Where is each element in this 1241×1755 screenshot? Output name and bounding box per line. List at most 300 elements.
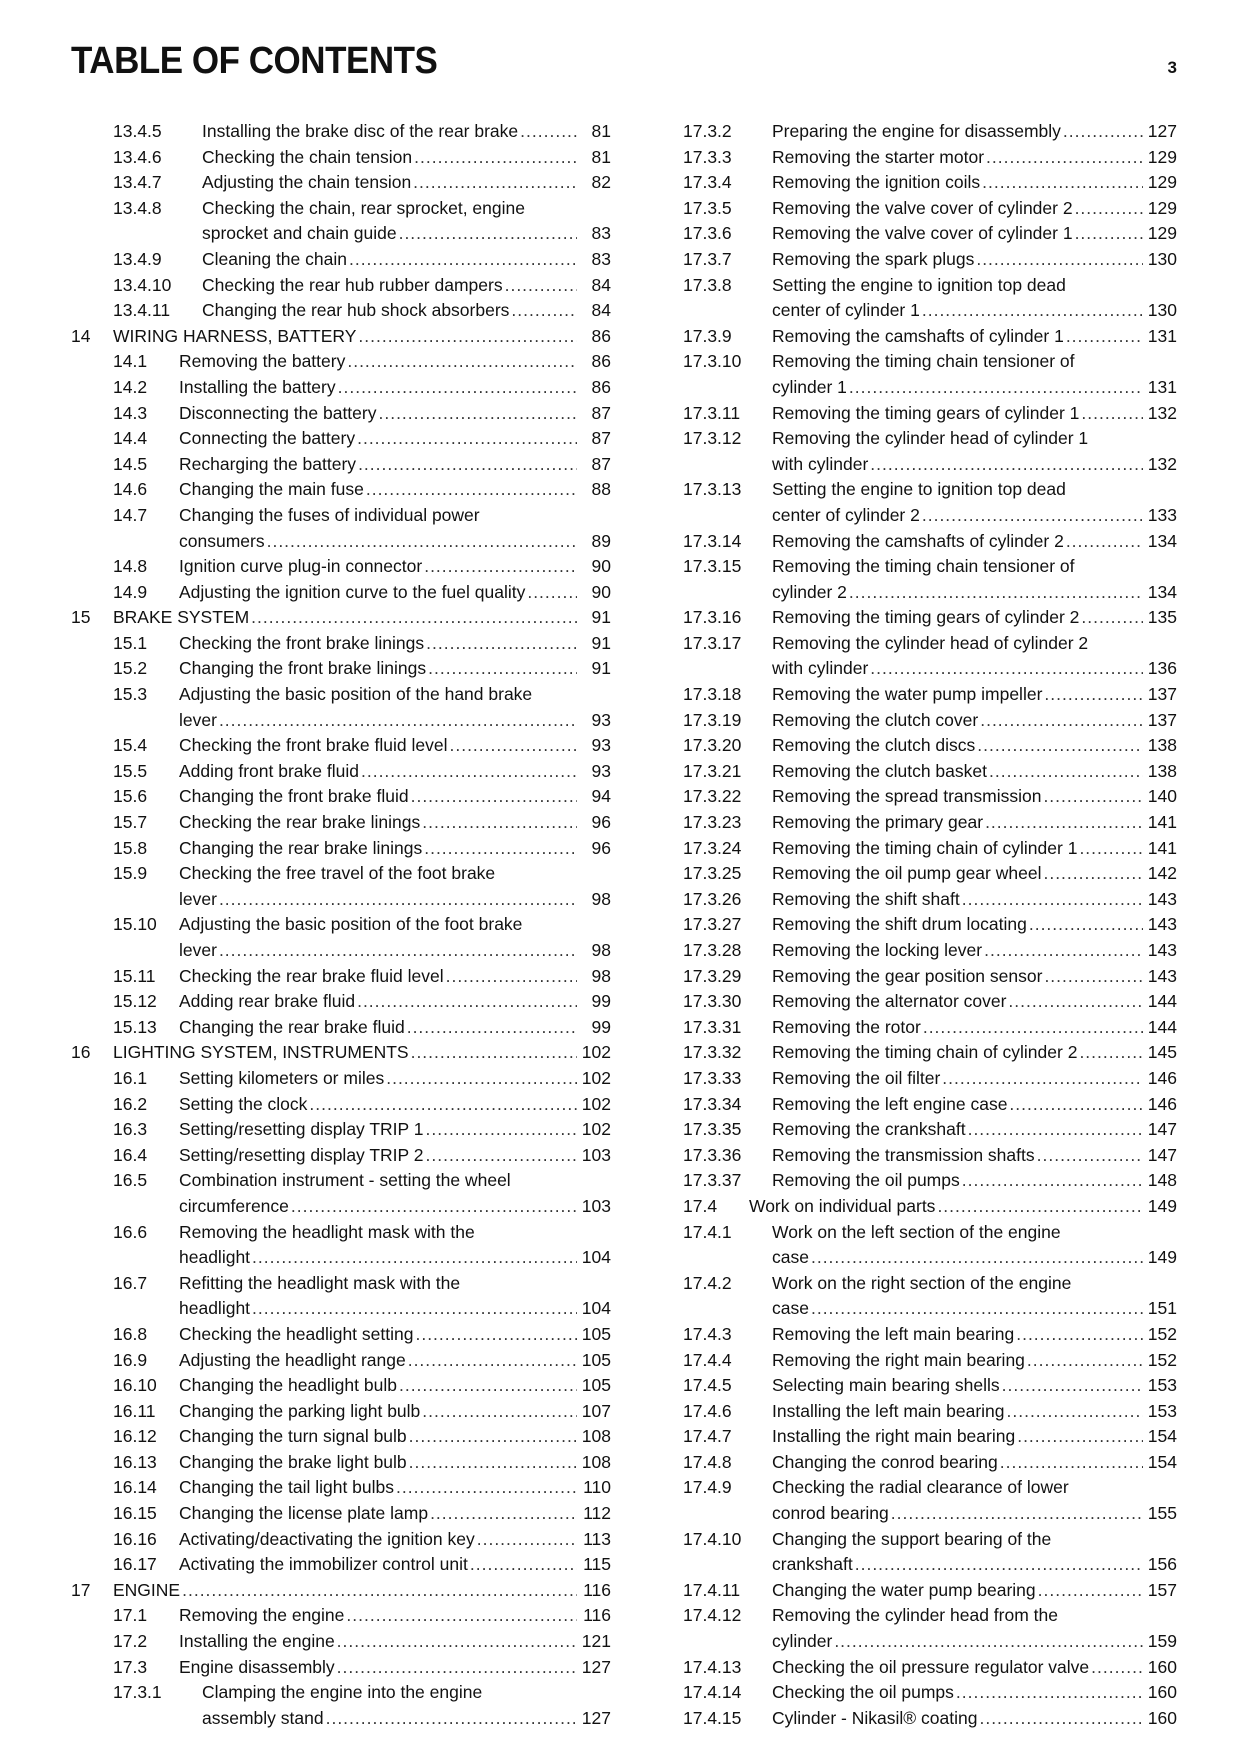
toc-entry[interactable] <box>71 1348 611 1374</box>
toc-entry-title: Activating the immobilizer control unit <box>179 1554 468 1575</box>
toc-entry-page: 143 <box>1147 888 1177 909</box>
toc-entry-title: WIRING HARNESS, BATTERY <box>113 325 357 346</box>
toc-entry[interactable] <box>683 1424 1177 1450</box>
toc-entry[interactable] <box>683 733 1177 759</box>
toc-entry[interactable] <box>71 605 611 631</box>
toc-entry-page: 129 <box>1147 223 1177 244</box>
toc-entry[interactable] <box>683 708 1177 734</box>
dot-leader <box>1008 989 1143 1015</box>
toc-entry[interactable] <box>683 1168 1177 1194</box>
toc-entry[interactable] <box>71 1399 611 1425</box>
dot-leader <box>366 477 577 503</box>
toc-entry[interactable] <box>71 784 611 810</box>
toc-entry[interactable] <box>683 1373 1177 1399</box>
dot-leader <box>252 1245 577 1271</box>
toc-entry-title: Cylinder - Nikasil® coating <box>772 1707 978 1728</box>
dot-leader <box>922 503 1143 529</box>
toc-entry-title: Work on the right section of the engine <box>772 1272 1072 1293</box>
toc-entry[interactable] <box>683 1040 1177 1066</box>
toc-entry[interactable] <box>683 1066 1177 1092</box>
toc-entry-number: 17.3.9 <box>683 325 732 346</box>
toc-entry-number: 14.3 <box>113 402 148 423</box>
toc-entry-title: cylinder 1 <box>772 376 847 397</box>
toc-entry[interactable] <box>71 401 611 427</box>
toc-entry-number: 16.1 <box>113 1067 148 1088</box>
toc-entry-title: Removing the valve cover of cylinder 2 <box>772 197 1073 218</box>
toc-entry[interactable] <box>683 349 1177 400</box>
toc-entry[interactable] <box>71 170 611 196</box>
toc-entry-number: 16.15 <box>113 1503 157 1524</box>
toc-entry-number: 17.3.19 <box>683 709 742 730</box>
toc-entry-title: center of cylinder 1 <box>772 300 920 321</box>
toc-entry[interactable] <box>71 1373 611 1399</box>
toc-entry-page: 159 <box>1147 1631 1177 1652</box>
dot-leader <box>1063 119 1143 145</box>
toc-entry-page: 130 <box>1147 248 1177 269</box>
toc-entry-title: Removing the left main bearing <box>772 1323 1015 1344</box>
toc-entry[interactable] <box>71 426 611 452</box>
dot-leader <box>1009 1092 1143 1118</box>
toc-entry-title: Removing the gear position sensor <box>772 965 1043 986</box>
toc-entry-page: 98 <box>591 965 611 986</box>
toc-entry-title: Changing the conrod bearing <box>772 1451 998 1472</box>
toc-entry-page: 93 <box>591 735 611 756</box>
toc-entry-title: Removing the clutch cover <box>772 709 979 730</box>
toc-entry-page: 131 <box>1147 325 1177 346</box>
dot-leader <box>984 938 1143 964</box>
toc-entry[interactable] <box>683 1117 1177 1143</box>
toc-entry[interactable] <box>71 1603 611 1629</box>
toc-entry[interactable] <box>71 861 611 912</box>
toc-entry[interactable] <box>683 1706 1177 1732</box>
toc-entry-number: 15.2 <box>113 658 148 679</box>
dot-leader <box>347 349 577 375</box>
toc-entry-title: Work on the left section of the engine <box>772 1221 1061 1242</box>
toc-entry[interactable] <box>71 1322 611 1348</box>
toc-entry-number: 17.3.24 <box>683 837 742 858</box>
toc-entry-title: Removing the battery <box>179 351 346 372</box>
toc-entry[interactable] <box>71 298 611 324</box>
dot-leader <box>520 119 577 145</box>
toc-entry[interactable] <box>71 1143 611 1169</box>
toc-entry[interactable] <box>71 1552 611 1578</box>
dot-leader <box>1066 529 1143 555</box>
toc-entry-title: Removing the timing chain tensioner of <box>772 556 1075 577</box>
toc-entry[interactable] <box>71 1475 611 1501</box>
toc-entry-title: Checking the rear brake linings <box>179 812 421 833</box>
toc-entry-number: 17.3.28 <box>683 940 742 960</box>
dot-leader <box>511 298 577 324</box>
dot-leader <box>1075 196 1143 222</box>
dot-leader <box>1037 1143 1143 1169</box>
toc-entry[interactable] <box>683 477 1177 528</box>
dot-leader <box>358 452 577 478</box>
toc-entry-page: 160 <box>1147 1682 1177 1703</box>
toc-entry[interactable] <box>683 836 1177 862</box>
toc-entry-title: Removing the alternator cover <box>772 991 1007 1012</box>
toc-entry[interactable] <box>683 1348 1177 1374</box>
page-number: 3 <box>1167 58 1177 77</box>
toc-entry-title: lever <box>179 940 217 960</box>
toc-right-column <box>683 119 1177 1731</box>
toc-entry-title: Removing the timing gears of cylinder 2 <box>772 607 1080 628</box>
toc-entry-number: 17.3.5 <box>683 197 732 218</box>
toc-entry-title: case <box>772 1298 809 1319</box>
toc-entry[interactable] <box>71 1220 611 1271</box>
toc-entry-page: 103 <box>581 1144 611 1165</box>
toc-entry[interactable] <box>71 452 611 478</box>
toc-entry-title: Changing the water pump bearing <box>772 1579 1036 1600</box>
toc-entry[interactable] <box>683 401 1177 427</box>
toc-entry[interactable] <box>71 503 611 554</box>
toc-entry-title: Removing the primary gear <box>772 812 984 833</box>
dot-leader <box>422 810 577 836</box>
toc-entry-number: 15.13 <box>113 1016 157 1037</box>
toc-entry-number: 17.1 <box>113 1605 148 1626</box>
toc-entry-title: lever <box>179 888 217 909</box>
toc-entry-number: 17.4.2 <box>683 1272 732 1293</box>
dot-leader <box>399 1373 577 1399</box>
toc-entry-number: 17.3.32 <box>683 1042 742 1063</box>
toc-entry[interactable] <box>71 1501 611 1527</box>
toc-entry-number: 16.9 <box>113 1349 148 1370</box>
dot-leader <box>449 733 577 759</box>
toc-entry[interactable] <box>71 733 611 759</box>
toc-entry[interactable] <box>71 145 611 171</box>
dot-leader <box>870 656 1143 682</box>
dot-leader <box>414 145 577 171</box>
dot-leader <box>396 1475 577 1501</box>
dot-leader <box>834 1629 1143 1655</box>
toc-entry-number: 17.3.7 <box>683 248 732 269</box>
toc-entry[interactable] <box>71 964 611 990</box>
toc-entry[interactable] <box>683 1143 1177 1169</box>
toc-entry-page: 134 <box>1147 530 1177 551</box>
toc-entry-number: 16.6 <box>113 1221 148 1242</box>
dot-leader <box>337 1655 577 1681</box>
dot-leader <box>349 247 577 273</box>
toc-entry-title: Ignition curve plug-in connector <box>179 556 423 577</box>
toc-entry-title: Removing the right main bearing <box>772 1349 1025 1370</box>
toc-entry[interactable] <box>683 682 1177 708</box>
toc-entry-title: Removing the ignition coils <box>772 172 981 193</box>
toc-entry[interactable] <box>683 1399 1177 1425</box>
toc-entry[interactable] <box>683 1450 1177 1476</box>
toc-entry-page: 87 <box>591 402 611 423</box>
dot-leader <box>989 759 1143 785</box>
toc-entry-number: 13.4.6 <box>113 146 162 167</box>
toc-entry-title: Changing the brake light bulb <box>179 1451 407 1472</box>
toc-entry-number: 16.12 <box>113 1426 157 1447</box>
toc-entry[interactable] <box>71 324 611 350</box>
toc-entry-number: 17.3.34 <box>683 1093 742 1114</box>
toc-entry[interactable] <box>683 221 1177 247</box>
toc-entry-page: 81 <box>591 146 611 167</box>
toc-entry-number: 17.4.13 <box>683 1656 742 1677</box>
dot-leader <box>1027 1348 1143 1374</box>
dot-leader <box>252 1296 577 1322</box>
toc-entry[interactable] <box>683 170 1177 196</box>
toc-entry-number: 17.4.14 <box>683 1682 742 1703</box>
toc-entry[interactable] <box>71 1629 611 1655</box>
toc-entry-page: 108 <box>581 1426 611 1447</box>
toc-entry[interactable] <box>683 247 1177 273</box>
toc-entry-number: 16.11 <box>113 1400 156 1421</box>
dot-leader <box>446 964 577 990</box>
toc-entry[interactable] <box>71 1040 611 1066</box>
toc-entry-title: Checking the radial clearance of lower <box>772 1477 1069 1498</box>
toc-entry-number: 17.3.18 <box>683 684 742 705</box>
dot-leader <box>386 1066 577 1092</box>
toc-entry[interactable] <box>683 1527 1177 1578</box>
toc-entry-page: 132 <box>1147 402 1177 423</box>
toc-entry-title: Combination instrument - setting the wheel <box>179 1170 511 1191</box>
toc-entry[interactable] <box>71 1450 611 1476</box>
dot-leader <box>251 605 577 631</box>
toc-entry[interactable] <box>683 989 1177 1015</box>
toc-entry[interactable] <box>683 605 1177 631</box>
dot-leader <box>977 733 1143 759</box>
toc-entry-title: conrod bearing <box>772 1503 889 1524</box>
toc-entry-title: Adjusting the chain tension <box>202 172 412 193</box>
toc-entry-page: 156 <box>1147 1554 1177 1575</box>
toc-entry-title: Changing the front brake fluid <box>179 786 409 807</box>
toc-entry-page: 96 <box>591 837 611 858</box>
toc-entry[interactable] <box>683 529 1177 555</box>
toc-entry-page: 91 <box>591 607 611 628</box>
toc-entry-page: 102 <box>581 1067 611 1088</box>
toc-entry-page: 137 <box>1147 684 1177 705</box>
dot-leader <box>409 1424 577 1450</box>
toc-entry-title: lever <box>179 709 217 730</box>
toc-entry[interactable] <box>683 554 1177 605</box>
toc-entry-title: Changing the license plate lamp <box>179 1503 429 1524</box>
toc-entry-page: 83 <box>591 248 611 269</box>
toc-entry[interactable] <box>683 759 1177 785</box>
toc-entry-number: 16.16 <box>113 1528 157 1549</box>
toc-entry[interactable] <box>71 247 611 273</box>
toc-entry-page: 105 <box>581 1375 611 1396</box>
toc-entry-page: 96 <box>591 812 611 833</box>
toc-entry[interactable] <box>683 912 1177 938</box>
toc-entry-number: 17.4.5 <box>683 1375 732 1396</box>
toc-entry[interactable] <box>683 1680 1177 1706</box>
toc-entry-page: 127 <box>581 1707 611 1728</box>
toc-entry[interactable] <box>683 1475 1177 1526</box>
toc-entry-title: BRAKE SYSTEM <box>113 607 250 628</box>
toc-entry-page: 136 <box>1147 658 1177 679</box>
toc-entry[interactable] <box>683 324 1177 350</box>
dot-leader <box>378 401 577 427</box>
toc-entry-number: 17.3.6 <box>683 223 732 244</box>
toc-entry-page: 143 <box>1147 940 1177 960</box>
toc-entry-title: ENGINE <box>113 1579 181 1600</box>
toc-entry[interactable] <box>683 196 1177 222</box>
toc-entry[interactable] <box>71 1655 611 1681</box>
toc-entry-title: Checking the chain, rear sprocket, engine <box>202 197 525 218</box>
toc-entry[interactable] <box>71 1578 611 1604</box>
toc-entry[interactable] <box>71 759 611 785</box>
dot-leader <box>985 810 1143 836</box>
toc-entry-title: Removing the headlight mask with the <box>179 1221 475 1242</box>
toc-entry-number: 17.3.12 <box>683 428 742 449</box>
toc-entry-number: 17.3.20 <box>683 735 742 756</box>
toc-entry[interactable] <box>71 682 611 733</box>
toc-entry[interactable] <box>71 1117 611 1143</box>
toc-entry[interactable] <box>683 1603 1177 1654</box>
toc-entry[interactable] <box>683 784 1177 810</box>
toc-entry-title: Changing the headlight bulb <box>179 1375 397 1396</box>
toc-entry-number: 15.9 <box>113 863 148 884</box>
toc-entry-number: 14.4 <box>113 428 148 449</box>
toc-entry-title: Adjusting the basic position of the hand brake <box>179 684 533 705</box>
toc-entry-number: 13.4.10 <box>113 274 172 295</box>
toc-entry-title: Setting the engine to ignition top dead <box>772 274 1066 295</box>
toc-entry[interactable] <box>683 631 1177 682</box>
toc-entry[interactable] <box>683 938 1177 964</box>
toc-entry[interactable] <box>683 861 1177 887</box>
dot-leader <box>399 221 577 247</box>
toc-entry[interactable] <box>71 1424 611 1450</box>
toc-entry[interactable] <box>71 836 611 862</box>
toc-entry[interactable] <box>71 1527 611 1553</box>
toc-entry[interactable] <box>71 656 611 682</box>
dot-leader <box>527 580 577 606</box>
toc-entry-page: 98 <box>591 888 611 909</box>
toc-entry[interactable] <box>683 1322 1177 1348</box>
dot-leader <box>1091 1655 1143 1681</box>
dot-leader <box>891 1501 1143 1527</box>
toc-entry[interactable] <box>683 1655 1177 1681</box>
toc-entry[interactable] <box>683 1015 1177 1041</box>
toc-entry-page: 116 <box>583 1579 611 1600</box>
toc-entry-page: 141 <box>1147 812 1177 833</box>
dot-leader <box>1000 1450 1143 1476</box>
dot-leader <box>923 1015 1143 1041</box>
toc-entry-page: 93 <box>591 709 611 730</box>
dot-leader <box>477 1527 577 1553</box>
toc-entry[interactable] <box>71 631 611 657</box>
dot-leader <box>849 580 1143 606</box>
toc-entry-page: 83 <box>591 223 611 244</box>
toc-entry-title: Removing the timing chain tensioner of <box>772 351 1075 372</box>
toc-entry[interactable] <box>71 119 611 145</box>
toc-entry-number: 17.4.1 <box>683 1221 732 1242</box>
dot-leader <box>968 1117 1143 1143</box>
toc-entry[interactable] <box>683 426 1177 477</box>
toc-entry[interactable] <box>71 196 611 247</box>
dot-leader <box>219 708 577 734</box>
toc-entry-title: Installing the right main bearing <box>772 1426 1016 1447</box>
toc-entry-page: 103 <box>581 1195 611 1216</box>
toc-entry-number: 17.3.26 <box>683 888 742 909</box>
toc-entry[interactable] <box>71 580 611 606</box>
toc-entry-number: 16.3 <box>113 1119 148 1140</box>
toc-entry-number: 16 <box>71 1042 91 1063</box>
toc-entry-title: Removing the valve cover of cylinder 1 <box>772 223 1073 244</box>
toc-entry-number: 14.8 <box>113 556 148 577</box>
dot-leader <box>182 1578 577 1604</box>
toc-entry-title: Removing the timing chain of cylinder 1 <box>772 837 1078 858</box>
toc-entry-title: Clamping the engine into the engine <box>202 1682 483 1703</box>
dot-leader <box>1029 912 1143 938</box>
dot-leader <box>426 1117 578 1143</box>
toc-entry-number: 13.4.9 <box>113 248 162 269</box>
toc-entry-title: Removing the left engine case <box>772 1093 1008 1114</box>
toc-entry[interactable] <box>71 1066 611 1092</box>
toc-entry[interactable] <box>71 912 611 963</box>
toc-entry-page: 86 <box>591 376 611 397</box>
toc-entry-number: 14.1 <box>113 351 148 372</box>
toc-entry-title: Removing the water pump impeller <box>772 684 1043 705</box>
toc-entry[interactable] <box>683 964 1177 990</box>
dot-leader <box>411 1040 577 1066</box>
toc-entry[interactable] <box>683 887 1177 913</box>
toc-entry-page: 102 <box>581 1093 611 1114</box>
toc-entry[interactable] <box>71 1168 611 1219</box>
toc-entry-page: 147 <box>1147 1119 1177 1140</box>
toc-entry[interactable] <box>683 119 1177 145</box>
toc-entry[interactable] <box>71 1680 611 1731</box>
toc-entry[interactable] <box>71 1015 611 1041</box>
toc-entry[interactable] <box>71 554 611 580</box>
toc-entry-page: 115 <box>583 1554 611 1575</box>
toc-entry-number: 16.4 <box>113 1144 148 1165</box>
toc-entry-title: Adjusting the ignition curve to the fuel quality <box>179 581 526 602</box>
toc-entry-number: 15.10 <box>113 914 157 935</box>
toc-entry-page: 91 <box>591 632 611 653</box>
toc-entry-page: 137 <box>1147 709 1177 730</box>
toc-entry[interactable] <box>71 375 611 401</box>
toc-entry[interactable] <box>71 1092 611 1118</box>
dot-leader <box>1007 1399 1144 1425</box>
toc-entry[interactable] <box>71 273 611 299</box>
toc-entry[interactable] <box>683 1092 1177 1118</box>
toc-entry-title: Removing the oil pump gear wheel <box>772 863 1042 884</box>
toc-entry-title: Setting the engine to ignition top dead <box>772 479 1066 500</box>
toc-entry[interactable] <box>71 989 611 1015</box>
toc-entry[interactable] <box>71 477 611 503</box>
toc-entry[interactable] <box>683 145 1177 171</box>
dot-leader <box>1079 1040 1143 1066</box>
toc-entry-page: 81 <box>591 121 611 141</box>
toc-entry[interactable] <box>683 1271 1177 1322</box>
toc-entry-title: cylinder 2 <box>772 581 847 602</box>
dot-leader <box>505 273 577 299</box>
dot-leader <box>1044 682 1143 708</box>
dot-leader <box>219 938 577 964</box>
toc-entry[interactable] <box>683 1194 1177 1220</box>
toc-entry[interactable] <box>71 1271 611 1322</box>
toc-entry[interactable] <box>683 810 1177 836</box>
dot-leader <box>870 452 1143 478</box>
toc-entry-number: 17.2 <box>113 1631 148 1652</box>
dot-leader <box>1081 605 1143 631</box>
toc-entry-title: Checking the free travel of the foot brake <box>179 863 496 884</box>
toc-entry-number: 15.5 <box>113 760 148 781</box>
toc-entry[interactable] <box>683 273 1177 324</box>
toc-entry-number: 16.2 <box>113 1093 148 1114</box>
toc-entry[interactable] <box>683 1220 1177 1271</box>
dot-leader <box>409 1450 577 1476</box>
toc-entry-title: Selecting main bearing shells <box>772 1375 1000 1396</box>
toc-entry[interactable] <box>71 810 611 836</box>
toc-entry[interactable] <box>683 1578 1177 1604</box>
toc-entry[interactable] <box>71 349 611 375</box>
toc-entry-title: Removing the engine <box>179 1605 345 1626</box>
toc-entry-page: 134 <box>1147 581 1177 602</box>
toc-entry-number: 17.3.11 <box>683 402 741 423</box>
